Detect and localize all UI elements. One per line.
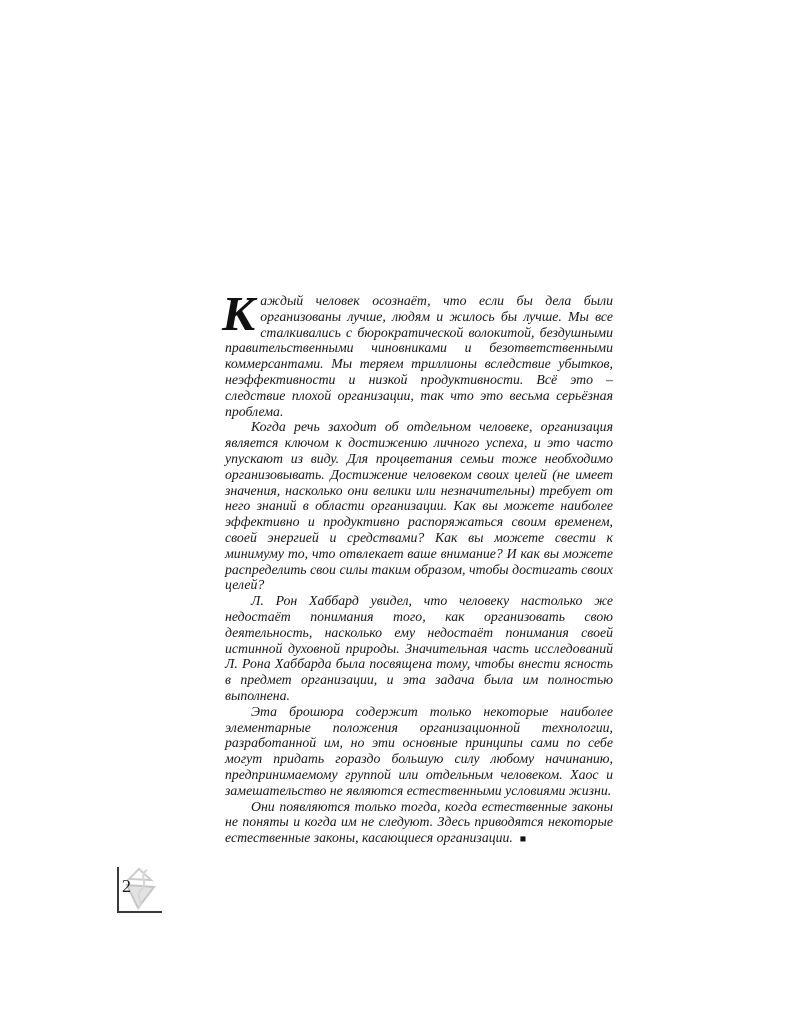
corner-mark-vertical-line (117, 867, 119, 913)
paragraph (222, 286, 613, 419)
drop-cap: К (222, 286, 256, 341)
paragraph (225, 704, 613, 799)
paragraph-text: Л. Рон Хаббард увидел, что человеку настолько же недостаёт понимания того, как организовать свою деятельность, насколько ему недостаёт понимания своей истинной духовной природы. Значительная часть исследований Л. Рона Хаббарда была посвящена тому, чтобы внести ясность в предмет организации, и эта задача была им полностью выполнена. (225, 593, 613, 703)
corner-mark-horizontal-line (117, 911, 162, 913)
end-square-mark: ■ (519, 834, 527, 846)
body-text (222, 286, 613, 848)
paragraph-text: Они появляются только тогда, когда естественные законы не поняты и когда им не следуют. Здесь приводятся некоторые естественные законы, касающиеся организации. (225, 798, 613, 846)
paragraph (225, 593, 613, 704)
paragraph (225, 419, 613, 593)
paragraph-text: Эта брошюра содержит только некоторые наиболее элементарные положения организационной технологии, разработанной им, но эти основные принципы сами по себе могут придать гораздо большую силу любому начинанию, предпринимаемому группой или отдельным человеком. Хаос и замешательство не являются естественными условиями жизни. (225, 703, 613, 798)
paragraph-text: Когда речь заходит об отдельном человеке, организация является ключом к достижению личного успеха, и это часто упускают из виду. Для процветания семьи тоже необходимо организовывать. Достижение человеком своих целей (не имеет значения, насколько они велики или незначительны) требует от него знаний в области организации. Как вы можете наиболее эффективно и продуктивно распоряжаться своим временем, своей энергией и средствами? Как вы можете свести к минимуму то, что отвлекает ваше внимание? И как вы можете распределить свои силы таким образом, чтобы достигать своих целей? (225, 419, 613, 593)
paragraph-text: аждый человек осознаёт, что если бы дела были организованы лучше, людям и жилось бы лучше. Мы все сталкивались с бюрократической волокитой, бездушными правительственными чиновниками и безответственными коммерсантами. Мы теряем триллионы вследствие убытков, неэффективности и низкой продуктивности. Всё это – следствие плохой организации, так что это весьма серьёзная проблема. (225, 293, 613, 419)
paragraph (225, 799, 613, 848)
page-number: 2 (122, 876, 131, 896)
